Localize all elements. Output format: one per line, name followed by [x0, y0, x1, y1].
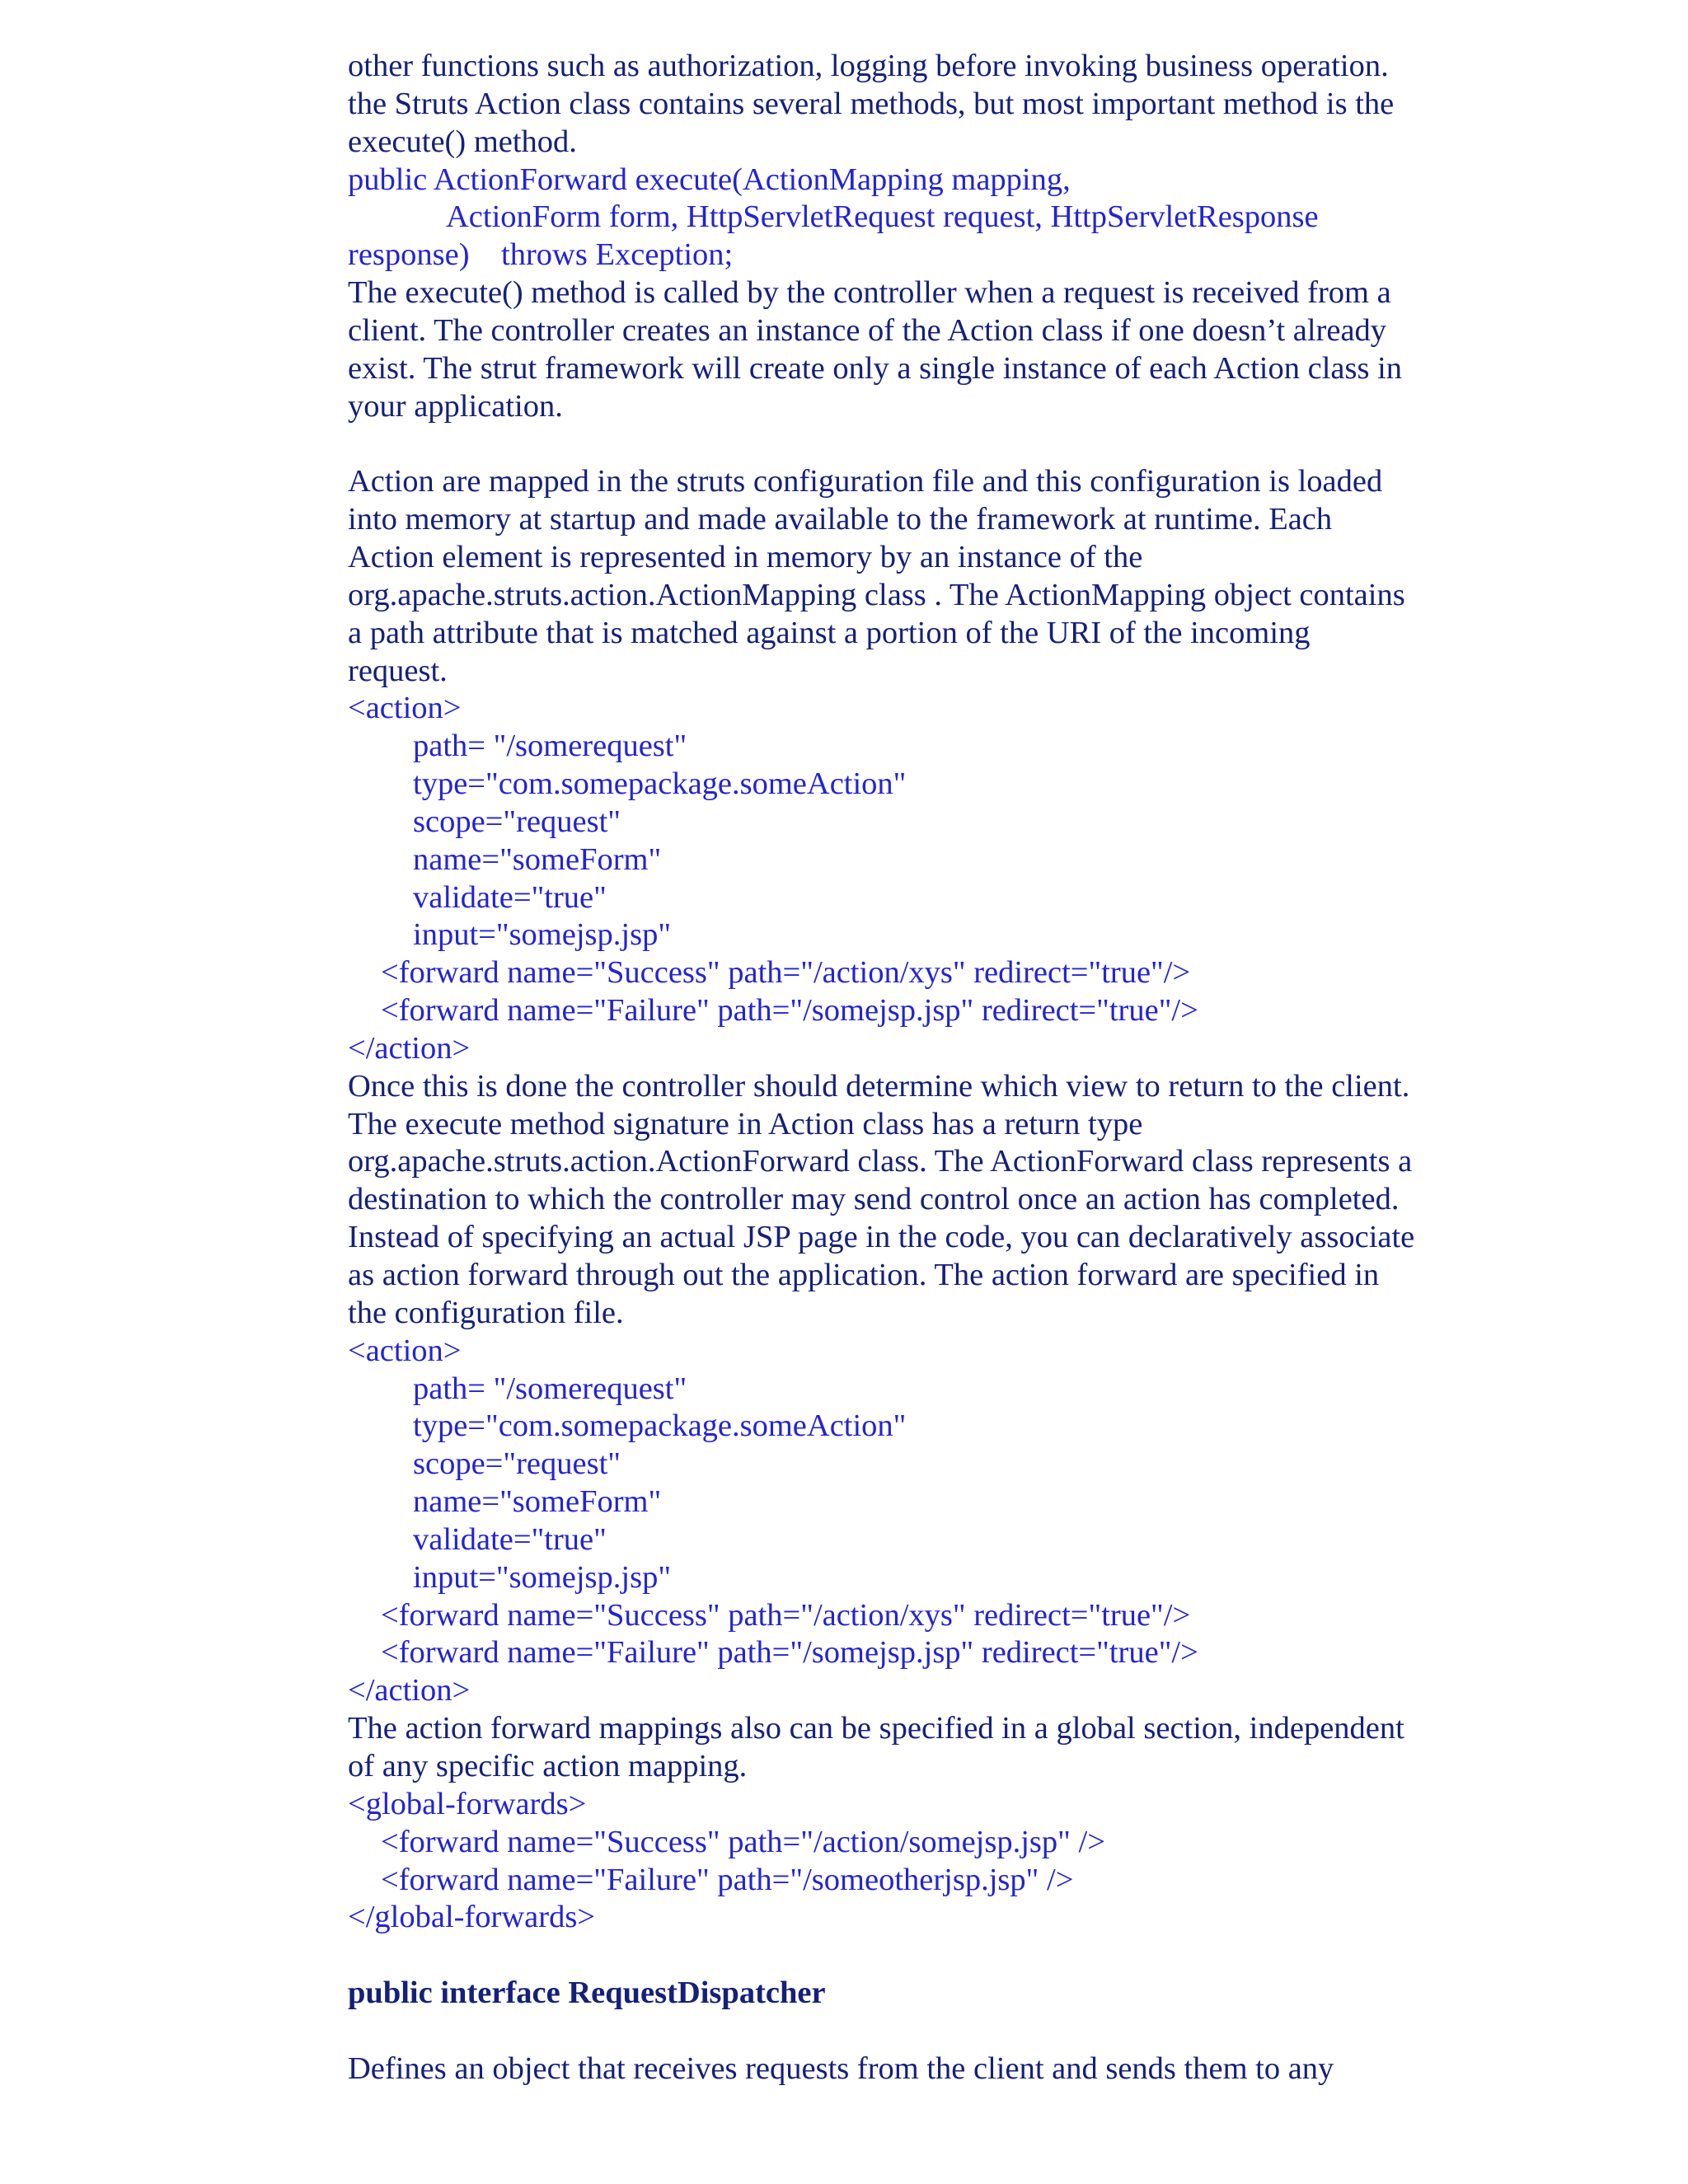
text-line: org.apache.struts.action.ActionForward class. The ActionForward class represents a [348, 1144, 1413, 1179]
text-line: of any specific action mapping. [348, 1748, 748, 1783]
document-page [348, 48, 1469, 2088]
text-line: request. [348, 653, 448, 688]
code-close-tag: </global-forwards> [348, 1900, 596, 1935]
code-block-action [348, 690, 1469, 1067]
paragraph-action-forward [348, 1068, 1469, 1333]
code-attribute: type="com.somepackage.someAction" [413, 766, 907, 802]
code-forward: <forward name="Success" path="/action/xys" redirect="true"/> [381, 1597, 1191, 1633]
text-line: client. The controller creates an instance of the Action class if one doesn’t already [348, 312, 1387, 348]
code-attribute: scope="request" [413, 1446, 621, 1482]
code-forward: <forward name="Failure" path="/someotherjsp.jsp" /> [381, 1862, 1074, 1897]
code-attribute: name="someForm" [413, 1484, 662, 1520]
text-line: your application. [348, 388, 563, 424]
code-attribute: path= "/somerequest" [413, 1371, 687, 1406]
code-forward: <forward name="Success" path="/action/somejsp.jsp" /> [381, 1824, 1105, 1859]
paragraph-global-forwards [348, 1710, 1469, 1786]
text-line: The execute() method is called by the controller when a request is received from a [348, 275, 1391, 311]
code-close-tag: </action> [348, 1030, 471, 1066]
text-line: Action element is represented in memory by an instance of the [348, 539, 1143, 574]
text-line: Defines an object that receives requests from the client and sends them to any [348, 2050, 1334, 2086]
code-attribute: name="someForm" [413, 841, 662, 877]
code-close-tag: </action> [348, 1673, 471, 1708]
spacer [348, 2013, 1469, 2050]
text-line: execute() method. [348, 124, 577, 159]
code-attribute: scope="request" [413, 804, 621, 839]
spacer [348, 1937, 1469, 1975]
text-line: The action forward mappings also can be specified in a global section, independent [348, 1711, 1404, 1746]
section-heading: public interface RequestDispatcher [348, 1975, 826, 2011]
code-open-tag: <action> [348, 691, 462, 726]
code-open-tag: <action> [348, 1333, 462, 1368]
text-line: other functions such as authorization, logging before invoking business operation. [348, 49, 1389, 83]
text-line: Instead of specifying an actual JSP page in the code, you can declaratively associate [348, 1220, 1415, 1255]
code-attribute: validate="true" [413, 879, 607, 915]
text-line: as action forward through out the application. The action forward are specified in [348, 1258, 1380, 1292]
text-line: The execute method signature in Action class has a return type [348, 1106, 1143, 1141]
text-line: org.apache.struts.action.ActionMapping class . The ActionMapping object contains [348, 577, 1405, 612]
text-line: the Struts Action class contains several methods, but most important method is the [348, 86, 1395, 121]
code-attribute: validate="true" [413, 1521, 607, 1557]
paragraph-action-mapping [348, 463, 1469, 690]
text-line: Once this is done the controller should determine which view to return to the client. [348, 1068, 1410, 1104]
code-attribute: input="somejsp.jsp" [413, 917, 672, 953]
code-attribute: path= "/somerequest" [413, 729, 687, 764]
signature-line: response) throws Exception; [348, 237, 734, 273]
text-line: into memory at startup and made available to the framework at runtime. Each [348, 502, 1333, 537]
paragraph-execute-method [348, 274, 1469, 425]
code-forward: <forward name="Failure" path="/somejsp.jsp" redirect="true"/> [381, 1635, 1198, 1671]
text-line: Action are mapped in the struts configuration file and this configuration is loaded [348, 464, 1383, 499]
code-attribute: input="somejsp.jsp" [413, 1559, 672, 1595]
code-block-action-2 [348, 1333, 1469, 1710]
paragraph-intro [348, 48, 1469, 162]
method-signature [348, 162, 1469, 275]
signature-line: ActionForm form, HttpServletRequest request, HttpServletResponse [446, 199, 1319, 235]
text-line: destination to which the controller may send control once an action has completed. [348, 1182, 1400, 1217]
text-line: the configuration file. [348, 1295, 624, 1330]
signature-line: public ActionForward execute(ActionMapping mapping, [348, 162, 1071, 197]
text-line: exist. The strut framework will create only a single instance of each Action class in [348, 350, 1403, 386]
code-open-tag: <global-forwards> [348, 1786, 587, 1821]
code-attribute: type="com.somepackage.someAction" [413, 1408, 907, 1444]
spacer [348, 425, 1469, 463]
code-forward: <forward name="Failure" path="/somejsp.jsp" redirect="true"/> [381, 993, 1198, 1029]
code-block-global-forwards [348, 1786, 1469, 1937]
text-line: a path attribute that is matched against a portion of the URI of the incoming [348, 615, 1311, 650]
paragraph-request-dispatcher [348, 2050, 1469, 2088]
code-forward: <forward name="Success" path="/action/xys" redirect="true"/> [381, 955, 1191, 991]
